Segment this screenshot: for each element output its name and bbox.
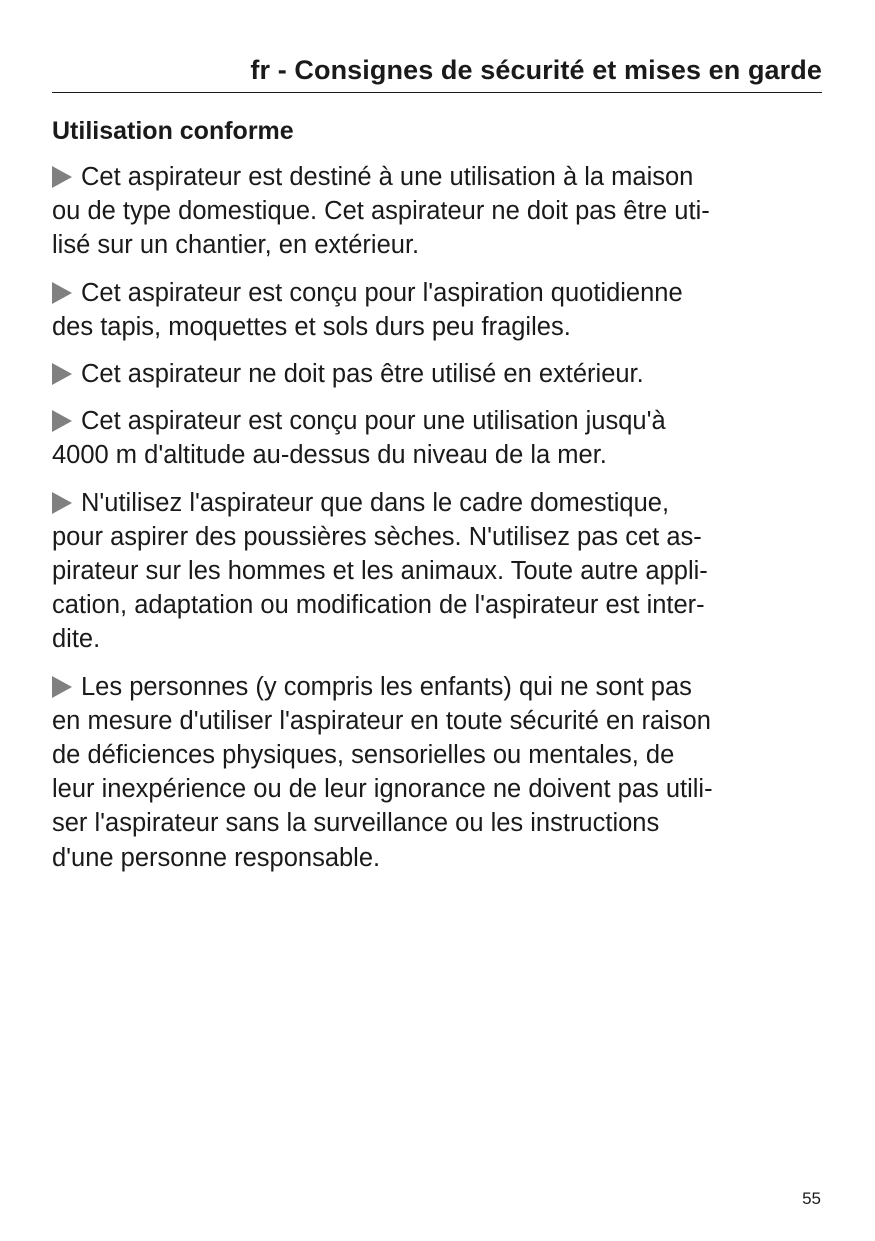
paragraph-line: 4000 m d'altitude au-dessus du niveau de la mer.	[52, 441, 607, 470]
bullet-paragraph	[52, 160, 824, 263]
paragraph-line: cation, adaptation ou modification de l'aspirateur est inter-	[52, 591, 705, 620]
paragraph-line: de déficiences physiques, sensorielles ou mentales, de	[52, 741, 675, 770]
triangle-bullet-icon	[52, 410, 72, 432]
triangle-bullet-icon	[52, 676, 72, 698]
triangle-bullet-icon	[52, 363, 72, 385]
header-title: fr - Consignes de sécurité et mises en garde	[250, 55, 822, 85]
paragraph-line: leur inexpérience ou de leur ignorance ne doivent pas utili-	[52, 775, 713, 804]
paragraph-line: pour aspirer des poussières sèches. N'utilisez pas cet as-	[52, 522, 702, 551]
paragraph-line: d'une personne responsable.	[52, 843, 381, 872]
paragraph-line: Cet aspirateur est conçu pour une utilisation jusqu'à	[52, 404, 824, 438]
paragraph-line: Les personnes (y compris les enfants) qui ne sont pas	[52, 670, 824, 704]
triangle-bullet-icon	[52, 282, 72, 304]
bullet-paragraph	[52, 404, 824, 472]
bullet-paragraph	[52, 357, 824, 391]
paragraph-line: Cet aspirateur ne doit pas être utilisé en extérieur.	[52, 357, 824, 391]
paragraph-line: Cet aspirateur est destiné à une utilisation à la maison	[52, 160, 824, 194]
paragraph-line: ser l'aspirateur sans la surveillance ou les instructions	[52, 809, 660, 838]
paragraph-line: des tapis, moquettes et sols durs peu fragiles.	[52, 312, 571, 341]
paragraph-line: en mesure d'utiliser l'aspirateur en toute sécurité en raison	[52, 706, 711, 735]
bullet-paragraph	[52, 670, 824, 875]
paragraph-line: Cet aspirateur est conçu pour l'aspiration quotidienne	[52, 276, 824, 310]
page-header	[52, 52, 822, 93]
paragraph-line: N'utilisez l'aspirateur que dans le cadre domestique,	[52, 486, 824, 520]
paragraph-line: ou de type domestique. Cet aspirateur ne doit pas être uti-	[52, 197, 710, 226]
paragraph-line: pirateur sur les hommes et les animaux. Toute autre appli-	[52, 557, 708, 586]
bullet-paragraph	[52, 276, 824, 344]
bullet-paragraph	[52, 486, 824, 657]
triangle-bullet-icon	[52, 492, 72, 514]
section-title: Utilisation conforme	[52, 117, 294, 145]
paragraph-line: lisé sur un chantier, en extérieur.	[52, 231, 420, 260]
triangle-bullet-icon	[52, 166, 72, 188]
paragraph-line: dite.	[52, 625, 101, 654]
section-utilisation-conforme	[52, 114, 824, 888]
page-number: 55	[802, 1189, 821, 1208]
